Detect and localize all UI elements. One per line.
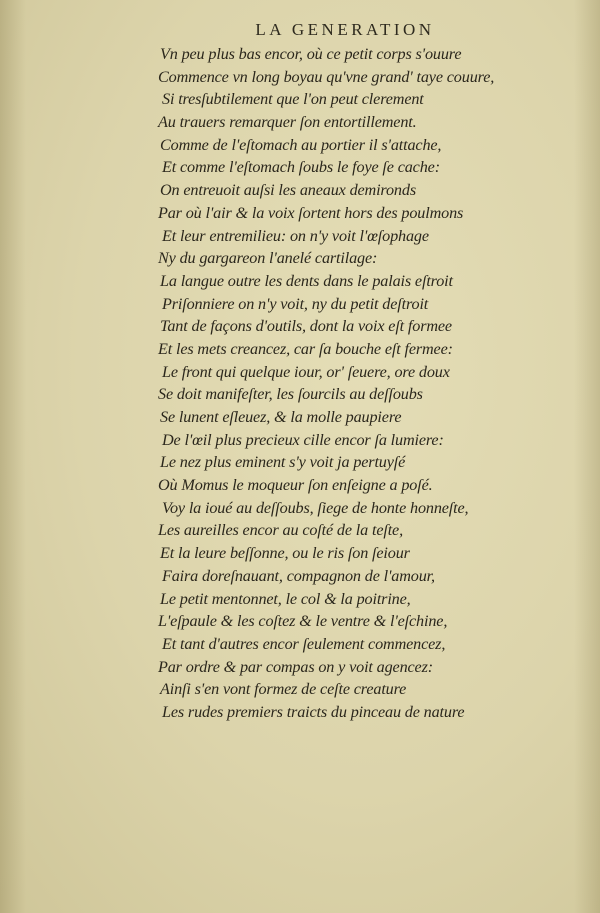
running-head: LA GENERATION	[255, 20, 435, 39]
verse-line: Et leur entremilieu: on n'y voit l'œſophage	[162, 226, 429, 245]
verse-line: Où Momus le moqueur ſon enſeigne a poſé.	[158, 476, 433, 495]
verse-line: Se lunent eſleuez, & la molle paupiere	[160, 408, 402, 426]
page-edge-shadow-left	[0, 0, 26, 913]
verse-line: Le front qui quelque iour, or' ſeuere, ore doux	[162, 362, 450, 381]
verse-line: Commence vn long boyau qu'vne grand' taye couure,	[158, 67, 495, 86]
verse-line: Tant de façons d'outils, dont la voix eſt formee	[160, 317, 452, 336]
verse-line: Vn peu plus bas encor, où ce petit corps s'ouure	[160, 45, 462, 63]
verse-line: Ny du gargareon l'anelé cartilage:	[158, 249, 378, 268]
verse-line: Et comme l'eſtomach ſoubs le foye ſe cache:	[162, 158, 440, 177]
verse-line: Faira doreſnauant, compagnon de l'amour,	[162, 566, 435, 585]
verse-line: La langue outre les dents dans le palais eſtroit	[160, 271, 453, 290]
verse-line: Au trauers remarquer ſon entortillement.	[158, 113, 417, 132]
verse-line: Par où l'air & la voix ſortent hors des poulmons	[158, 203, 464, 222]
verse-line: Et tant d'autres encor ſeulement commencez,	[162, 634, 446, 653]
verse-line: Les aureilles encor au coſté de la teſte,	[158, 521, 403, 540]
verse-line: Le petit mentonnet, le col & la poitrine,	[160, 589, 411, 608]
verse-line: Le nez plus eminent s'y voit ja pertuyſé	[160, 453, 406, 472]
verse-line: Et les mets creancez, car ſa bouche eſt fermee:	[158, 339, 453, 358]
verse-line: Se doit manifeſter, les ſourcils au deſſoubs	[158, 385, 423, 404]
verse-line: Et la leure beſſonne, ou le ris ſon ſeiour	[160, 544, 410, 563]
verse-line: On entreuoit auſsi les aneaux demironds	[160, 181, 416, 200]
verse-line: De l'œil plus precieux cille encor ſa lumiere:	[162, 430, 444, 449]
verse-line: Voy la ioué au deſſoubs, ſiege de honte honneſte,	[162, 498, 469, 517]
verse-line: Si tresſubtilement que l'on peut clerement	[162, 90, 424, 109]
verse-line: Ainſi s'en vont formez de ceſte creature	[160, 680, 407, 699]
verse-line: Par ordre & par compas on y voit agencez:	[158, 657, 433, 676]
verse-line: Comme de l'eſtomach au portier il s'attache,	[160, 135, 442, 154]
verse-line: Les rudes premiers traicts du pinceau de nature	[162, 702, 465, 721]
verse-line: L'eſpaule & les coſtez & le ventre & l'eſchine,	[158, 612, 448, 631]
poem-text	[158, 43, 578, 724]
verse-line: Priſonniere on n'y voit, ny du petit deſtroit	[162, 294, 429, 313]
